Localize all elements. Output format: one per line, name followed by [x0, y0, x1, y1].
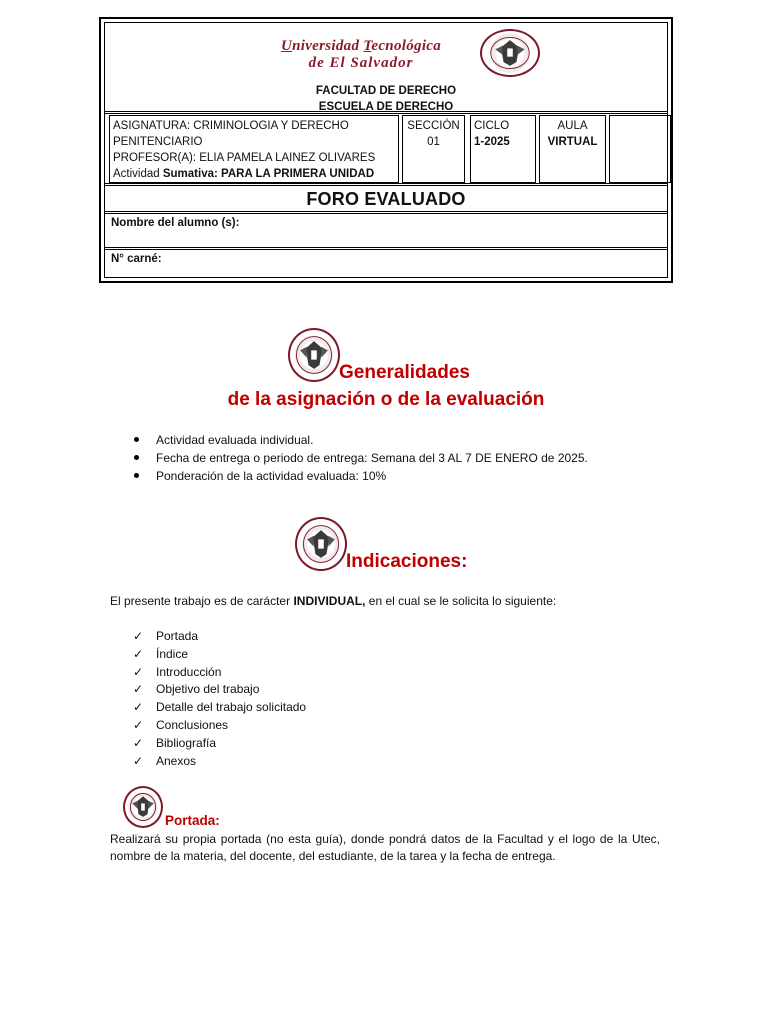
room-cell: [539, 115, 606, 183]
list-item: Fecha de entrega o periodo de entrega: Semana del 3 AL 7 DE ENERO de 2025.: [156, 451, 588, 465]
title-divider-bottom: [105, 211, 667, 214]
subject-cell: [109, 115, 399, 183]
intro-suffix: en el cual se le solicita lo siguiente:: [365, 594, 557, 608]
checklist-item: ✓ Conclusiones: [156, 717, 306, 735]
university-seal-icon: [123, 786, 163, 828]
school-name: ESCUELA DE DERECHO: [318, 101, 454, 113]
cycle-label: CICLO: [474, 120, 510, 132]
activity-type: Sumativa:: [162, 168, 218, 180]
section-cell: [402, 115, 465, 183]
generalidades-list: [156, 431, 588, 485]
indicaciones-heading: Indicaciones:: [346, 551, 468, 572]
activity-line: [113, 166, 395, 182]
subject-line-1: ASIGNATURA: CRIMINOLOGIA Y DERECHO: [113, 120, 349, 132]
activity-prefix: Actividad: [113, 168, 163, 180]
checklist-item: ✓ Índice: [156, 646, 306, 664]
checklist-item: ✓ Portada: [156, 628, 306, 646]
university-wordmark: [241, 38, 481, 72]
empty-cell: [609, 115, 671, 183]
seal-emblem: [482, 31, 538, 75]
header-inner-frame: [104, 22, 668, 278]
seal-emblem: [125, 788, 161, 826]
activity-value: PARA LA PRIMERA UNIDAD: [217, 168, 375, 180]
section-value: 01: [427, 136, 440, 148]
portada-heading: Portada:: [165, 813, 220, 828]
university-seal-icon: [288, 328, 340, 382]
checklist-item: ✓ Introducción: [156, 664, 306, 682]
room-value: VIRTUAL: [547, 136, 598, 148]
seal-emblem: [297, 519, 345, 569]
header-divider: [105, 111, 667, 114]
seal-emblem: [290, 330, 338, 380]
room-label: AULA: [557, 120, 588, 132]
intro-prefix: El presente trabajo es de carácter: [110, 594, 294, 608]
requirements-checklist: [156, 628, 306, 770]
brand-initial-u: U: [280, 38, 293, 54]
brand-word-tecnologica: ecnológica: [371, 38, 442, 54]
indicaciones-intro: [110, 594, 556, 608]
portada-paragraph: Realizará su propia portada (no esta guía), donde pondrá datos de la Facultad y el logo de la Utec, nombre de la materia, del docente, del estudiante, de la tarea y la fecha de entrega.: [110, 832, 660, 863]
brand-word-universidad: niversidad: [292, 38, 364, 54]
list-item: Ponderación de la actividad evaluada: 10%: [156, 467, 588, 485]
professor-line: PROFESOR(A): ELIA PAMELA LAINEZ OLIVARES: [113, 152, 376, 164]
student-id-label: N° carné:: [111, 253, 162, 265]
subject-line-2: PENITENCIARIO: [113, 136, 203, 148]
faculty-name: FACULTAD DE DERECHO: [315, 85, 457, 97]
brand-line-el-salvador: de El Salvador: [308, 55, 414, 71]
checklist-item: ✓ Bibliografía: [156, 735, 306, 753]
document-title: FORO EVALUADO: [306, 189, 466, 209]
university-seal-icon: [295, 517, 347, 571]
generalidades-heading-line-2: de la asignación o de la evaluación: [227, 389, 545, 410]
student-name-label: Nombre del alumno (s):: [111, 217, 240, 229]
checklist-item: ✓ Anexos: [156, 753, 306, 771]
checklist-item: ✓ Objetivo del trabajo: [156, 681, 306, 699]
checklist-item: ✓ Detalle del trabajo solicitado: [156, 699, 306, 717]
generalidades-heading-line-1: Generalidades: [339, 362, 470, 383]
cycle-cell: [470, 115, 536, 183]
list-item: Actividad evaluada individual.: [156, 431, 588, 449]
intro-bold: INDIVIDUAL,: [293, 594, 366, 608]
brand-initial-t: T: [363, 38, 372, 54]
university-seal-icon: [480, 29, 540, 77]
cycle-value: 1-2025: [474, 136, 510, 148]
header-box: [99, 17, 673, 283]
student-divider: [105, 247, 667, 250]
section-label: SECCIÓN: [407, 120, 460, 132]
